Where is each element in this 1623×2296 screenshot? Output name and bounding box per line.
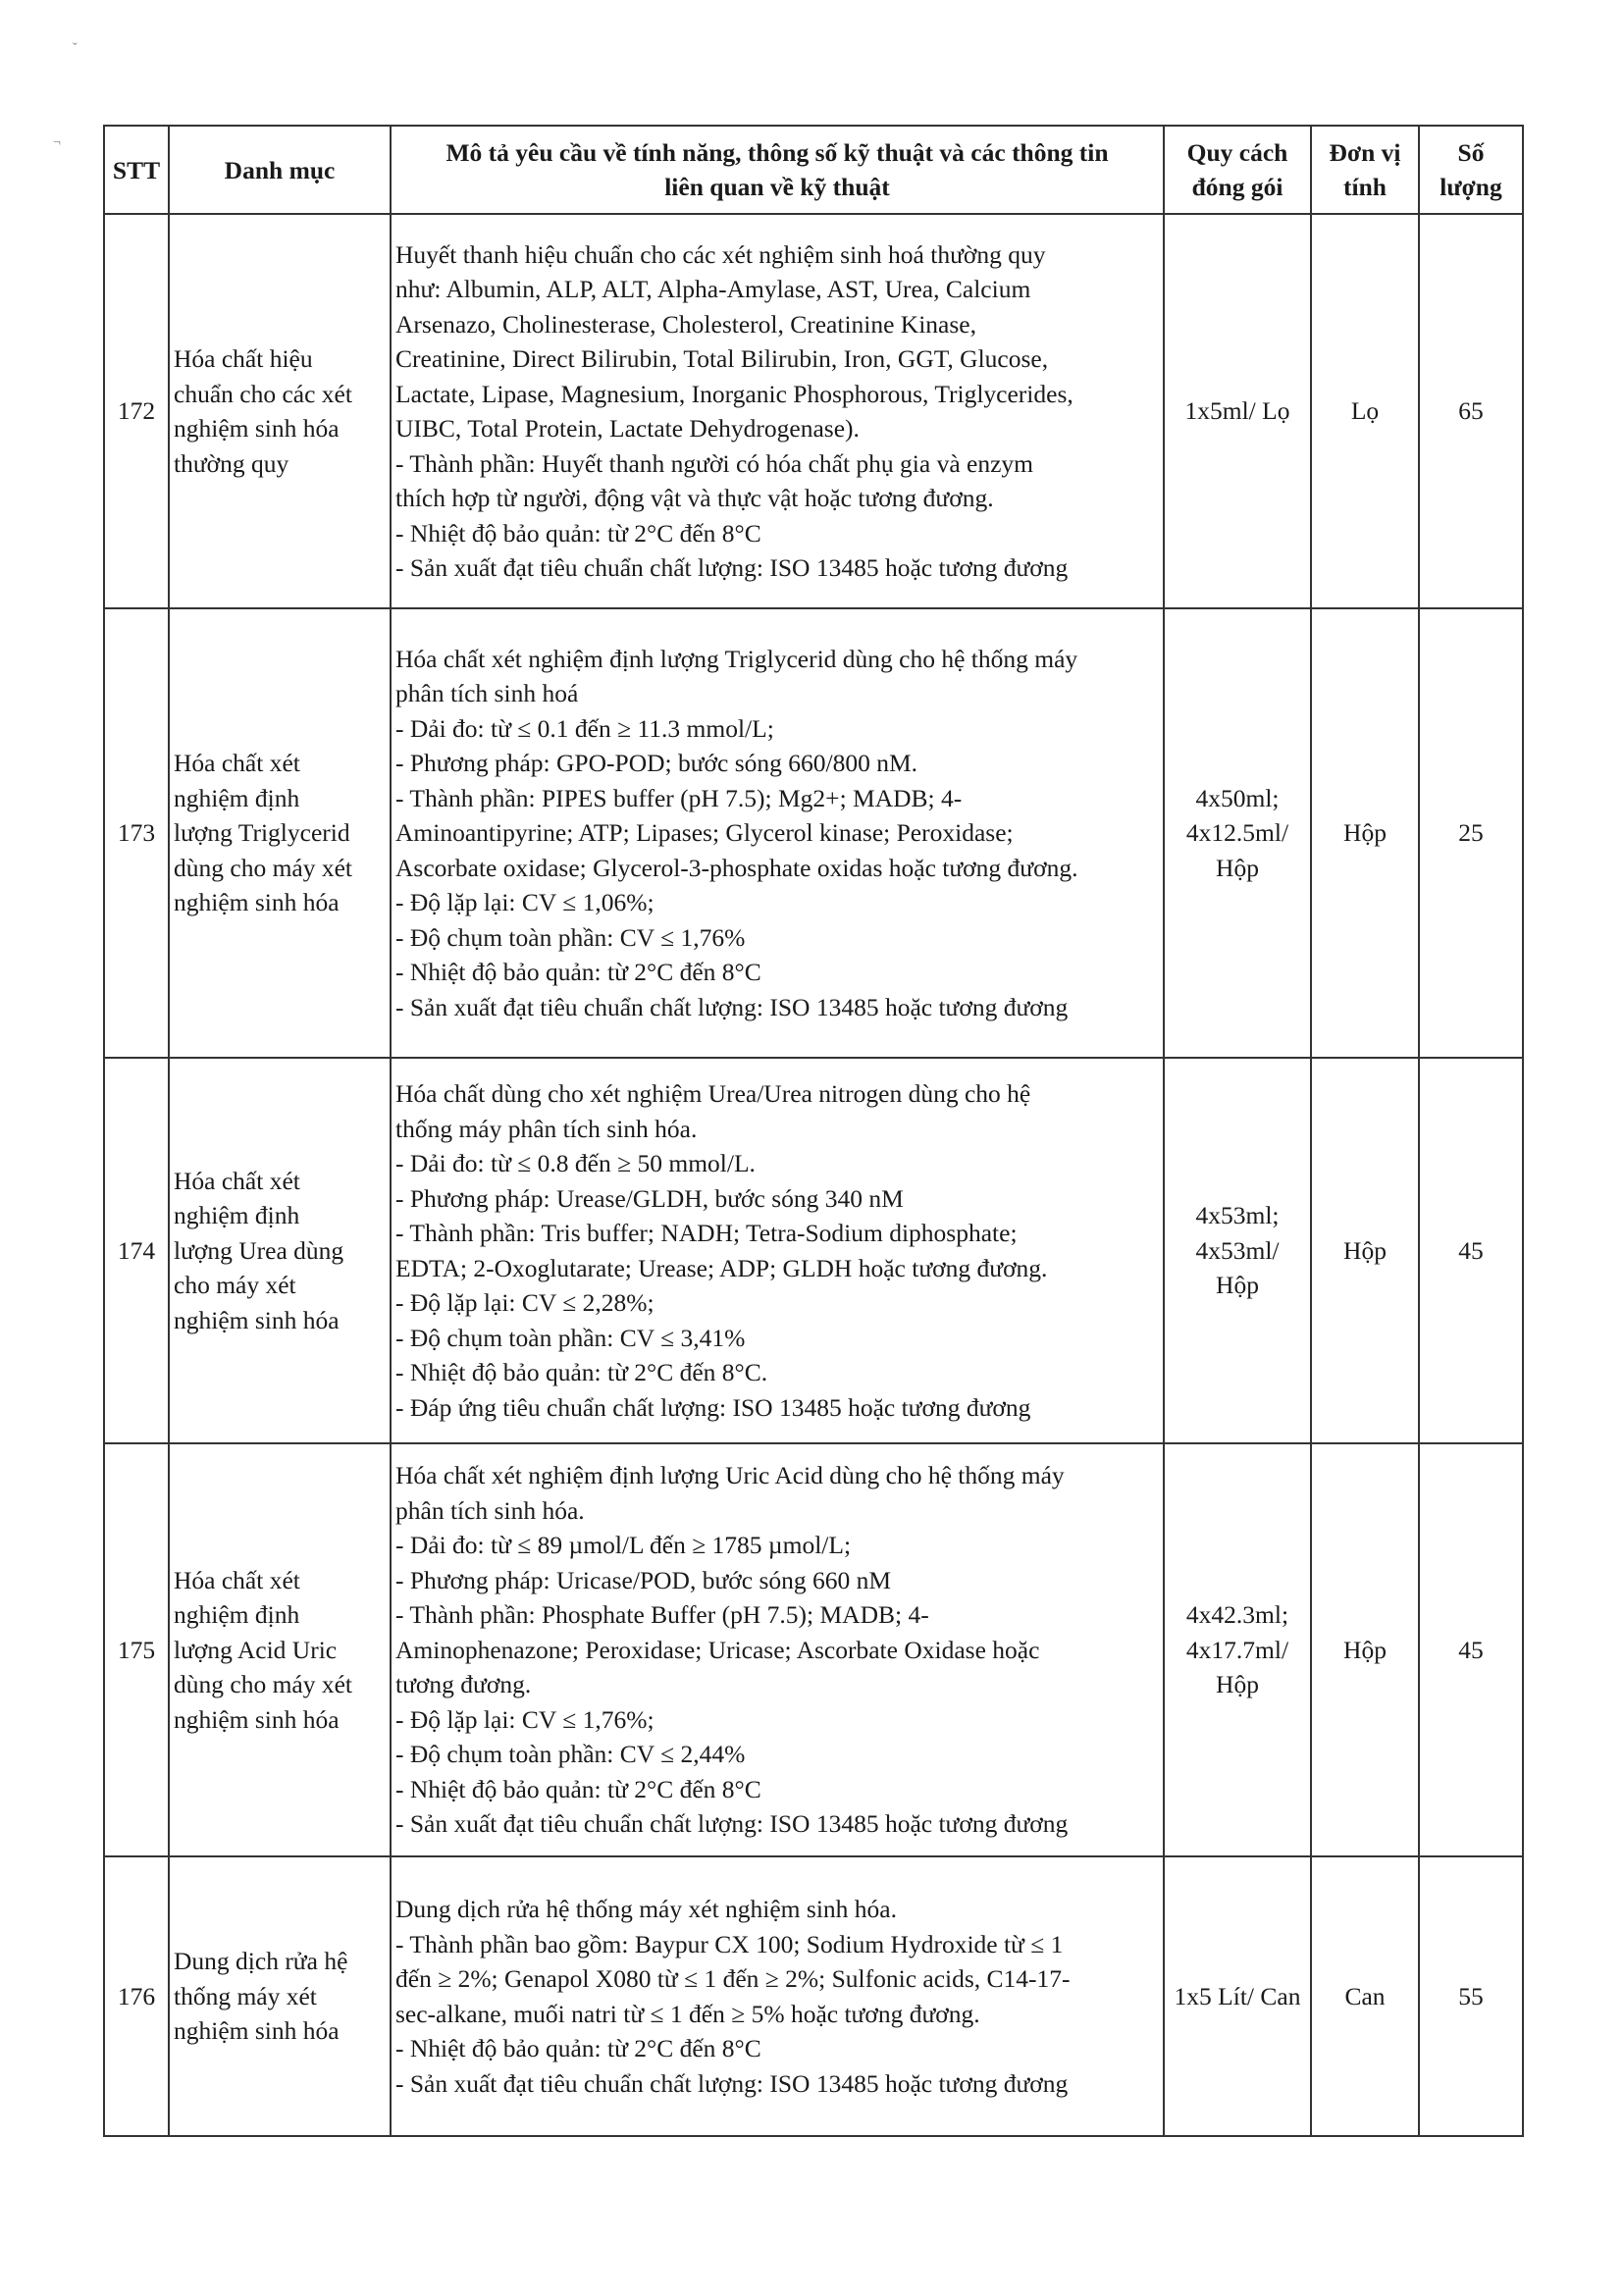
item-quantity: 25 <box>1419 608 1523 1058</box>
item-name-line: lượng Urea dùng <box>174 1235 344 1265</box>
row-number: 176 <box>104 1856 169 2136</box>
description-line: phân tích sinh hoá <box>395 679 579 708</box>
scan-mark: ˇ <box>73 41 78 56</box>
item-name-line: thống máy xét <box>174 1981 317 2010</box>
description-line: - Thành phần: Huyết thanh người có hóa chất phụ gia và enzym <box>395 448 1033 478</box>
item-description <box>391 1856 1164 2136</box>
description-line: Ascorbate oxidase; Glycerol-3-phosphate oxidas hoặc tương đương. <box>395 853 1078 882</box>
description-line: - Nhiệt độ bảo quản: từ 2°C đến 8°C <box>395 958 761 987</box>
item-name-line: cho máy xét <box>174 1271 296 1300</box>
description-line: thích hợp từ người, động vật và thực vật hoặc tương đương. <box>395 484 994 512</box>
description-line: tương đương. <box>395 1670 532 1699</box>
item-description <box>391 1058 1164 1443</box>
description-line: - Nhiệt độ bảo quản: từ 2°C đến 8°C <box>395 1774 761 1803</box>
item-packaging <box>1164 214 1311 608</box>
description-line: Hóa chất xét nghiệm định lượng Triglycerid dùng cho hệ thống máy <box>395 644 1078 673</box>
item-name <box>169 214 391 608</box>
item-name-line: nghiệm định <box>174 1201 300 1230</box>
packaging-line: Hộp <box>1216 1670 1259 1699</box>
item-name-line: nghiệm định <box>174 783 300 812</box>
header-packaging-line: Quy cách <box>1186 138 1288 167</box>
packaging-line: 4x42.3ml; <box>1185 1600 1289 1630</box>
table-row <box>104 1443 1523 1856</box>
table-body <box>104 214 1523 2136</box>
description-line: - Độ chụm toàn phần: CV ≤ 1,76% <box>395 922 746 952</box>
header-packaging-line: đóng gói <box>1191 173 1283 201</box>
header-unit <box>1311 126 1419 214</box>
description-line: - Sản xuất đạt tiêu chuẩn chất lượng: ISO 13485 hoặc tương đương <box>395 992 1069 1021</box>
description-line: EDTA; 2-Oxoglutarate; Urease; ADP; GLDH hoặc tương đương. <box>395 1253 1048 1282</box>
row-number: 172 <box>104 214 169 608</box>
description-line: - Độ lặp lại: CV ≤ 1,76%; <box>395 1704 654 1734</box>
description-line: thống máy phân tích sinh hóa. <box>395 1114 698 1143</box>
row-number: 174 <box>104 1058 169 1443</box>
header-unit-line: Đơn vị <box>1329 138 1401 167</box>
header-stt: STT <box>104 126 169 214</box>
description-line: - Dải đo: từ ≤ 0.1 đến ≥ 11.3 mmol/L; <box>395 713 774 743</box>
table-row <box>104 214 1523 608</box>
item-quantity: 65 <box>1419 214 1523 608</box>
description-line: sec-alkane, muối natri từ ≤ 1 đến ≥ 5% hoặc tương đương. <box>395 1999 980 2028</box>
item-packaging <box>1164 1443 1311 1856</box>
description-line: - Độ lặp lại: CV ≤ 2,28%; <box>395 1288 654 1317</box>
item-name-line: lượng Acid Uric <box>174 1635 338 1664</box>
item-name <box>169 1058 391 1443</box>
description-line: - Độ lặp lại: CV ≤ 1,06%; <box>395 888 654 917</box>
packaging-line: 4x17.7ml/ <box>1185 1635 1289 1664</box>
item-packaging <box>1164 608 1311 1058</box>
packaging-line: Hộp <box>1216 1271 1259 1300</box>
description-line: - Dải đo: từ ≤ 89 µmol/L đến ≥ 1785 µmol/L; <box>395 1531 852 1560</box>
header-packaging <box>1164 126 1311 214</box>
description-line: - Độ chụm toàn phần: CV ≤ 2,44% <box>395 1740 746 1769</box>
description-line: đến ≥ 2%; Genapol X080 từ ≤ 1 đến ≥ 2%; Sulfonic acids, C14-17- <box>395 1964 1071 1993</box>
description-line: - Sản xuất đạt tiêu chuẩn chất lượng: ISO 13485 hoặc tương đương <box>395 553 1069 582</box>
description-line: - Thành phần bao gồm: Baypur CX 100; Sodium Hydroxide từ ≤ 1 <box>395 1929 1064 1958</box>
description-line: Huyết thanh hiệu chuẩn cho các xét nghiệm sinh hoá thường quy <box>395 239 1046 269</box>
description-line: Creatinine, Direct Bilirubin, Total Bilirubin, Iron, GGT, Glucose, <box>395 344 1049 373</box>
header-quantity-line: Số <box>1457 138 1485 167</box>
description-line: - Thành phần: Tris buffer; NADH; Tetra-Sodium diphosphate; <box>395 1219 1018 1247</box>
item-name <box>169 1443 391 1856</box>
item-description <box>391 214 1164 608</box>
description-line: Arsenazo, Cholinesterase, Cholesterol, Creatinine Kinase, <box>395 309 976 339</box>
table-row <box>104 1058 1523 1443</box>
description-line: - Sản xuất đạt tiêu chuẩn chất lượng: ISO 13485 hoặc tương đương <box>395 1809 1069 1839</box>
item-name-line: Dung dịch rửa hệ <box>174 1947 348 1976</box>
row-number: 175 <box>104 1443 169 1856</box>
description-line: Dung dịch rửa hệ thống máy xét nghiệm sinh hóa. <box>395 1895 897 1923</box>
header-description <box>391 126 1164 214</box>
item-name-line: dùng cho máy xét <box>174 853 352 882</box>
description-line: như: Albumin, ALP, ALT, Alpha-Amylase, AST, Urea, Calcium <box>395 275 1031 303</box>
description-line: Lactate, Lipase, Magnesium, Inorganic Phosphorous, Triglycerides, <box>395 379 1073 408</box>
item-packaging <box>1164 1058 1311 1443</box>
header-unit-line: tính <box>1343 173 1387 201</box>
item-description <box>391 608 1164 1058</box>
description-line: - Đáp ứng tiêu chuẩn chất lượng: ISO 13485 hoặc tương đương <box>395 1392 1031 1422</box>
description-line: - Dải đo: từ ≤ 0.8 đến ≥ 50 mmol/L. <box>395 1149 756 1177</box>
item-name-line: nghiệm sinh hóa <box>174 888 340 917</box>
item-unit: Hộp <box>1311 1443 1419 1856</box>
item-name <box>169 1856 391 2136</box>
table-row <box>104 608 1523 1058</box>
description-line: Hóa chất dùng cho xét nghiệm Urea/Urea nitrogen dùng cho hệ <box>395 1079 1031 1108</box>
item-unit: Can <box>1311 1856 1419 2136</box>
packaging-line: 4x53ml; <box>1195 1201 1280 1230</box>
header-quantity-line: lượng <box>1440 173 1502 201</box>
header-name: Danh mục <box>169 126 391 214</box>
item-name-line: thường quy <box>174 448 289 478</box>
description-line: - Phương pháp: GPO-POD; bước sóng 660/800 nM. <box>395 749 918 778</box>
description-line: - Nhiệt độ bảo quản: từ 2°C đến 8°C. <box>395 1358 768 1386</box>
item-name-line: Hóa chất xét <box>174 1166 300 1195</box>
row-number: 173 <box>104 608 169 1058</box>
table-row <box>104 1856 1523 2136</box>
item-name-line: nghiệm sinh hóa <box>174 1704 340 1734</box>
description-line: - Nhiệt độ bảo quản: từ 2°C đến 8°C <box>395 518 761 548</box>
description-line: - Thành phần: PIPES buffer (pH 7.5); Mg2+; MADB; 4- <box>395 783 963 812</box>
packaging-line: 4x12.5ml/ <box>1185 818 1289 848</box>
header-description-line: Mô tả yêu cầu về tính năng, thông số kỹ thuật và các thông tin <box>445 138 1109 167</box>
item-name-line: chuẩn cho các xét <box>174 379 352 408</box>
description-line: - Phương pháp: Urease/GLDH, bước sóng 340 nM <box>395 1183 904 1213</box>
item-packaging <box>1164 1856 1311 2136</box>
item-name <box>169 608 391 1058</box>
packaging-line: 1x5ml/ Lọ <box>1184 396 1290 426</box>
item-name-line: Hóa chất xét <box>174 1565 300 1594</box>
item-quantity: 45 <box>1419 1443 1523 1856</box>
description-line: UIBC, Total Protein, Lactate Dehydrogenase). <box>395 414 860 443</box>
item-quantity: 55 <box>1419 1856 1523 2136</box>
packaging-line: Hộp <box>1216 853 1259 882</box>
specification-table <box>103 125 1524 2137</box>
item-quantity: 45 <box>1419 1058 1523 1443</box>
scan-mark: ¬ <box>53 135 61 150</box>
table-header-row <box>104 126 1523 214</box>
description-line: Aminophenazone; Peroxidase; Uricase; Ascorbate Oxidase hoặc <box>395 1635 1040 1664</box>
packaging-line: 4x50ml; <box>1195 783 1280 812</box>
item-name-line: nghiệm sinh hóa <box>174 414 340 443</box>
header-description-line: liên quan về kỹ thuật <box>664 173 890 201</box>
description-line: - Thành phần: Phosphate Buffer (pH 7.5); MADB; 4- <box>395 1600 929 1630</box>
description-line: Aminoantipyrine; ATP; Lipases; Glycerol kinase; Peroxidase; <box>395 818 1014 848</box>
item-name-line: nghiệm định <box>174 1600 300 1630</box>
description-line: phân tích sinh hóa. <box>395 1495 585 1525</box>
description-line: - Sản xuất đạt tiêu chuẩn chất lượng: ISO 13485 hoặc tương đương <box>395 2068 1069 2098</box>
item-unit: Hộp <box>1311 608 1419 1058</box>
description-line: Hóa chất xét nghiệm định lượng Uric Acid dùng cho hệ thống máy <box>395 1461 1065 1490</box>
description-line: - Nhiệt độ bảo quản: từ 2°C đến 8°C <box>395 2034 761 2062</box>
description-line: - Độ chụm toàn phần: CV ≤ 3,41% <box>395 1323 746 1352</box>
item-name-line: lượng Triglycerid <box>174 818 350 848</box>
item-name-line: Hóa chất xét <box>174 749 300 778</box>
item-name-line: Hóa chất hiệu <box>174 344 313 373</box>
item-name-line: nghiệm sinh hóa <box>174 2016 340 2046</box>
description-line: - Phương pháp: Uricase/POD, bước sóng 660 nM <box>395 1565 892 1594</box>
header-quantity <box>1419 126 1523 214</box>
item-name-line: dùng cho máy xét <box>174 1670 352 1699</box>
packaging-line: 4x53ml/ <box>1195 1235 1280 1265</box>
item-description <box>391 1443 1164 1856</box>
item-unit: Hộp <box>1311 1058 1419 1443</box>
item-name-line: nghiệm sinh hóa <box>174 1305 340 1334</box>
packaging-line: 1x5 Lít/ Can <box>1174 1981 1301 2010</box>
item-unit: Lọ <box>1311 214 1419 608</box>
